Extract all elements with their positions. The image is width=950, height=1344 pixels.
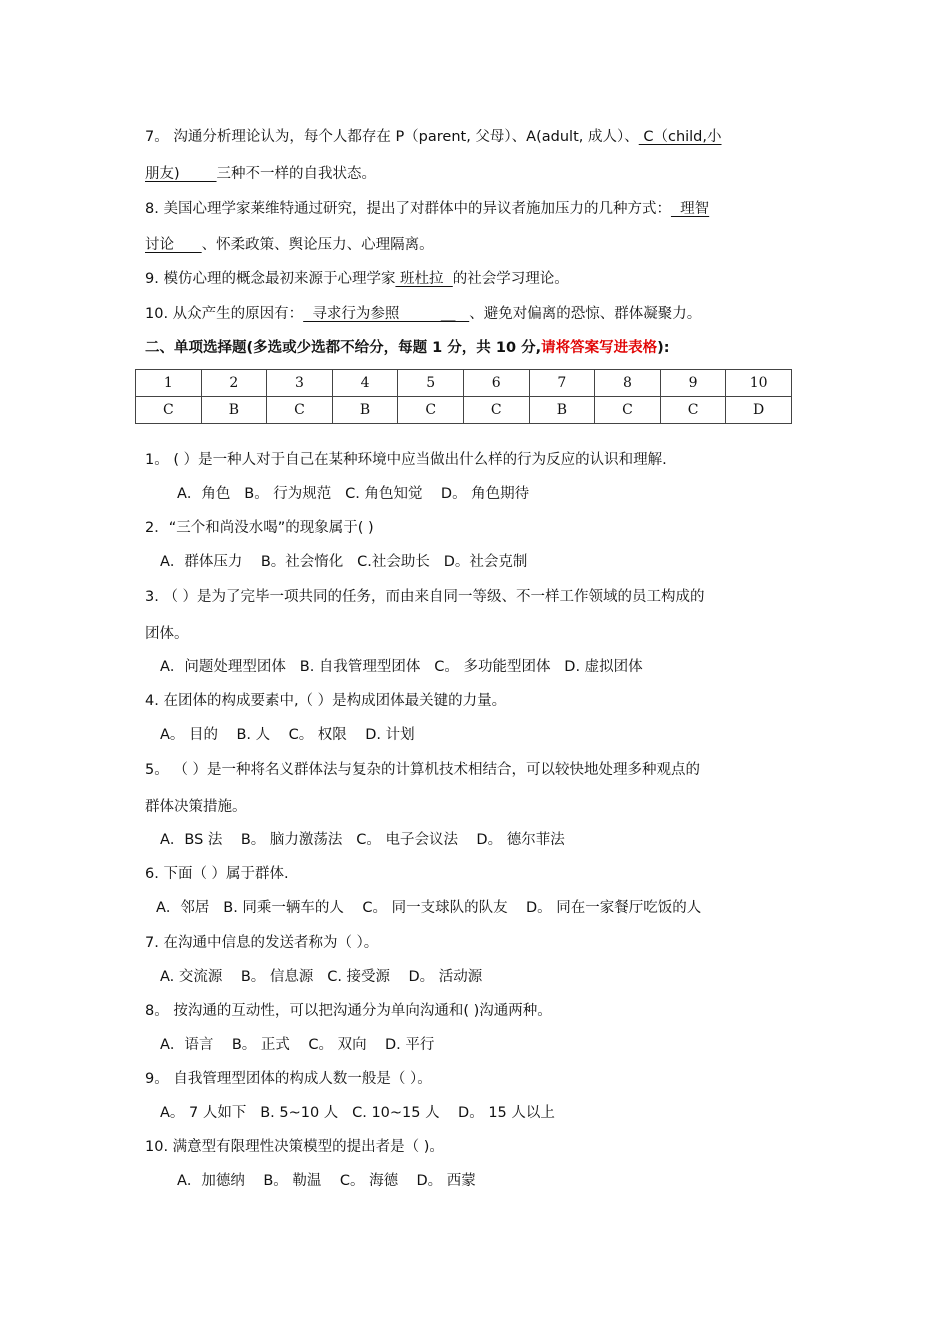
table-cell-answer: B: [332, 397, 398, 424]
question-4: 4. 在团体的构成要素中,（ ）是构成团体最关键的力量。: [145, 693, 507, 709]
table-cell-number: 10: [726, 370, 792, 397]
table-cell-number: 4: [332, 370, 398, 397]
table-cell-number: 5: [398, 370, 464, 397]
question-9: 9。 自我管理型团体的构成人数一般是（ ）。: [145, 1071, 432, 1087]
section2-heading-text: 二、单项选择题(多选或少选都不给分，每题 1 分，共 10 分,: [145, 340, 542, 356]
question-2: 2．“三个和尚没水喝”的现象属于( ): [145, 520, 374, 536]
fill-q7-text: 7。 沟通分析理论认为，每个人都存在 P（parent, 父母）、A(adult, 成人）、: [145, 129, 639, 145]
fill-q7-answer-cont: 朋友): [145, 166, 217, 182]
fill-q10-text-end: 、避免对偏离的恐惊、群体凝聚力。: [469, 306, 702, 322]
fill-q9-text-end: 的社会学习理论。: [452, 271, 569, 287]
question-7: 7. 在沟通中信息的发送者称为（ ）。: [145, 935, 379, 951]
question-1-options: A．角色 B。 行为规范 C. 角色知觉 D。 角色期待: [177, 486, 530, 502]
section2-heading-end: ):: [657, 340, 670, 356]
fill-q7-line2: [145, 164, 376, 184]
fill-q8-line1: [145, 199, 709, 219]
fill-q9-line: [145, 269, 569, 289]
table-cell-answer: C: [463, 397, 529, 424]
fill-q7-answer: C（child,小: [638, 129, 722, 145]
question-6: 6. 下面（ ）属于群体.: [145, 866, 289, 882]
fill-q8-text-end: 、怀柔政策、舆论压力、心理隔离。: [201, 237, 434, 253]
question-4-options: A。 目的 B. 人 C。 权限 D. 计划: [160, 727, 415, 743]
table-cell-number: 8: [595, 370, 661, 397]
question-7-options: A. 交流源 B。 信息源 C. 接受源 D。 活动源: [160, 969, 483, 985]
table-cell-number: 1: [136, 370, 202, 397]
table-cell-answer: C: [398, 397, 464, 424]
fill-q10-answer: 寻求行为参照 __: [303, 306, 470, 322]
fill-q9-text: 9. 模仿心理的概念最初来源于心理学家: [145, 271, 396, 287]
question-3-options: A．问题处理型团体 B. 自我管理型团体 C。 多功能型团体 D. 虚拟团体: [160, 659, 643, 675]
question-5-options: A．BS 法 B。 脑力激荡法 C。 电子会议法 D。 德尔菲法: [160, 832, 565, 848]
question-6-options: A．邻居 B. 同乘一辆车的人 C。 同一支球队的队友 D。 同在一家餐厅吃饭的人: [156, 900, 702, 916]
question-1: 1。 ( ）是一种人对于自己在某种环境中应当做出什么样的行为反应的认识和理解.: [145, 452, 667, 468]
table-cell-answer: C: [660, 397, 726, 424]
table-cell-answer: B: [529, 397, 595, 424]
question-8: 8。 按沟通的互动性，可以把沟通分为单向沟通和( )沟通两种。: [145, 1003, 552, 1019]
table-cell-number: 7: [529, 370, 595, 397]
question-5-line2: 群体决策措施。: [145, 799, 247, 815]
question-3-line2: 团体。: [145, 626, 189, 642]
question-10: 10. 满意型有限理性决策模型的提出者是（ )。: [145, 1139, 444, 1155]
table-cell-number: 3: [267, 370, 333, 397]
question-3-line1: 3. （ ）是为了完毕一项共同的任务，而由来自同一等级、不一样工作领域的员工构成的: [145, 589, 705, 605]
table-cell-number: 6: [463, 370, 529, 397]
question-5-line1: 5。 （ ）是一种将名义群体法与复杂的计算机技术相结合，可以较快地处理多种观点的: [145, 762, 700, 778]
section2-heading: [145, 338, 670, 358]
fill-q10-text: 10. 从众产生的原因有：: [145, 306, 304, 322]
fill-q7-text-end: 三种不一样的自我状态。: [216, 166, 377, 182]
question-8-options: A．语言 B。 正式 C。 双向 D. 平行: [160, 1037, 435, 1053]
fill-q8-text: 8. 美国心理学家莱维特通过研究，提出了对群体中的异议者施加压力的几种方式：: [145, 201, 671, 217]
question-10-options: A．加德纳 B。 勒温 C。 海德 D。 西蒙: [177, 1173, 476, 1189]
table-cell-answer: C: [595, 397, 661, 424]
fill-q10-line: [145, 304, 701, 324]
answer-table: [135, 369, 792, 424]
table-cell-answer: B: [201, 397, 267, 424]
fill-q9-answer: 班杜拉: [395, 271, 453, 287]
table-cell-answer: D: [726, 397, 792, 424]
section2-heading-red: 请将答案写进表格: [541, 340, 658, 356]
question-2-options: A．群体压力 B。社会惰化 C.社会助长 D。社会克制: [160, 554, 528, 570]
question-9-options: A。 7 人如下 B. 5~10 人 C. 10~15 人 D。 15 人以上: [160, 1105, 555, 1121]
fill-q8-answer-cont: 讨论: [145, 237, 202, 253]
fill-q7-line1: [145, 127, 722, 147]
table-cell-answer: C: [267, 397, 333, 424]
fill-q8-line2: [145, 235, 434, 255]
answer-table-answers-row: [136, 397, 792, 424]
table-cell-number: 9: [660, 370, 726, 397]
fill-q8-answer: 理智: [670, 201, 710, 217]
answer-table-numbers-row: [136, 370, 792, 397]
table-cell-number: 2: [201, 370, 267, 397]
table-cell-answer: C: [136, 397, 202, 424]
